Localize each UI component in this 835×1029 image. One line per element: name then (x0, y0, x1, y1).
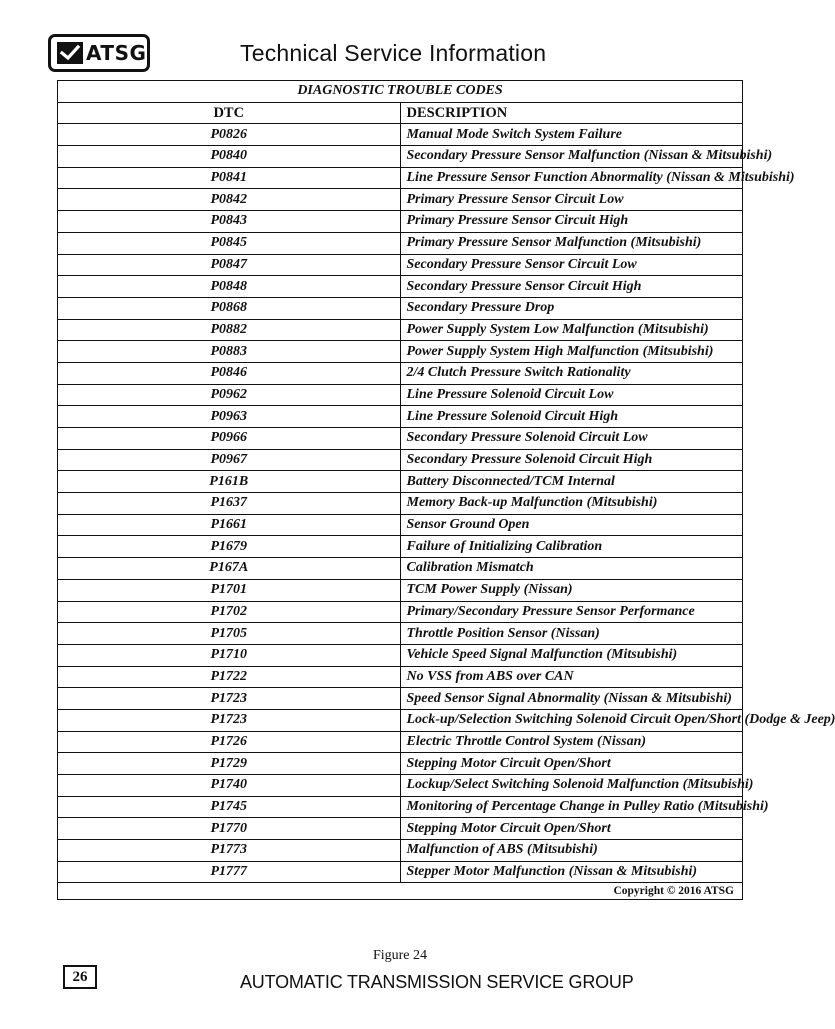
table-row (58, 167, 743, 189)
table-row (58, 601, 743, 623)
dtc-code: P1710 (58, 644, 401, 666)
dtc-code: P0847 (58, 254, 401, 276)
table-row (58, 558, 743, 580)
table-row (58, 644, 743, 666)
dtc-code: P0962 (58, 384, 401, 406)
dtc-description: Line Pressure Solenoid Circuit High (400, 406, 743, 428)
dtc-description: Secondary Pressure Solenoid Circuit Low (400, 428, 743, 450)
table-row (58, 579, 743, 601)
dtc-code: P0963 (58, 406, 401, 428)
dtc-description: Manual Mode Switch System Failure (400, 124, 743, 146)
dtc-code: P0843 (58, 211, 401, 233)
dtc-code: P161B (58, 471, 401, 493)
dtc-code: P1745 (58, 796, 401, 818)
table-row (58, 254, 743, 276)
dtc-description: Sensor Ground Open (400, 514, 743, 536)
dtc-code: P1740 (58, 775, 401, 797)
table-row (58, 341, 743, 363)
table-row (58, 319, 743, 341)
dtc-code: P0840 (58, 146, 401, 168)
dtc-table (57, 80, 835, 900)
table-row (58, 731, 743, 753)
dtc-description: Electric Throttle Control System (Nissan) (400, 731, 743, 753)
table-title-row (58, 81, 743, 103)
table-row (58, 189, 743, 211)
dtc-code: P1777 (58, 861, 401, 883)
table-row (58, 753, 743, 775)
copyright-row (58, 883, 743, 900)
dtc-description: Primary Pressure Sensor Malfunction (Mitsubishi) (400, 232, 743, 254)
dtc-code: P0883 (58, 341, 401, 363)
copyright-text: Copyright © 2016 ATSG (58, 883, 743, 900)
dtc-description: Primary Pressure Sensor Circuit Low (400, 189, 743, 211)
dtc-description: Power Supply System High Malfunction (Mitsubishi) (400, 341, 743, 363)
table-row (58, 211, 743, 233)
table-row (58, 493, 743, 515)
table-row (58, 124, 743, 146)
checkmark-icon (57, 42, 83, 64)
dtc-description: Primary/Secondary Pressure Sensor Performance (400, 601, 743, 623)
dtc-description: Vehicle Speed Signal Malfunction (Mitsubishi) (400, 644, 743, 666)
dtc-description: Failure of Initializing Calibration (400, 536, 743, 558)
dtc-code: P0966 (58, 428, 401, 450)
dtc-code: P1679 (58, 536, 401, 558)
dtc-code: P1770 (58, 818, 401, 840)
dtc-code: P0845 (58, 232, 401, 254)
dtc-description: Battery Disconnected/TCM Internal (400, 471, 743, 493)
dtc-description: Secondary Pressure Sensor Circuit Low (400, 254, 743, 276)
dtc-code: P167A (58, 558, 401, 580)
dtc-description: Secondary Pressure Sensor Malfunction (Nissan & Mitsubishi) (400, 146, 743, 168)
table-row (58, 276, 743, 298)
table-title: DIAGNOSTIC TROUBLE CODES (58, 81, 743, 103)
figure-caption: Figure 24 (372, 948, 428, 963)
dtc-description: Calibration Mismatch (400, 558, 743, 580)
dtc-description: Throttle Position Sensor (Nissan) (400, 623, 743, 645)
atsg-logo (48, 34, 150, 72)
dtc-description: No VSS from ABS over CAN (400, 666, 743, 688)
dtc-description: Secondary Pressure Sensor Circuit High (400, 276, 743, 298)
column-header-dtc: DTC (58, 102, 401, 124)
dtc-code: P1637 (58, 493, 401, 515)
dtc-description: Primary Pressure Sensor Circuit High (400, 211, 743, 233)
dtc-code: P0848 (58, 276, 401, 298)
page-title: Technical Service Information (240, 40, 547, 66)
dtc-code: P1661 (58, 514, 401, 536)
dtc-code: P0826 (58, 124, 401, 146)
table-row (58, 861, 743, 883)
footer-org-name: AUTOMATIC TRANSMISSION SERVICE GROUP (240, 972, 634, 992)
dtc-code: P1723 (58, 688, 401, 710)
column-header-description: DESCRIPTION (400, 102, 743, 124)
dtc-code: P0967 (58, 449, 401, 471)
dtc-description: Speed Sensor Signal Abnormality (Nissan & Mitsubishi) (400, 688, 743, 710)
dtc-code: P0868 (58, 297, 401, 319)
dtc-description: Secondary Pressure Drop (400, 297, 743, 319)
dtc-code: P1773 (58, 840, 401, 862)
table-row (58, 536, 743, 558)
dtc-code: P0842 (58, 189, 401, 211)
dtc-description: Memory Back-up Malfunction (Mitsubishi) (400, 493, 743, 515)
dtc-description: Power Supply System Low Malfunction (Mitsubishi) (400, 319, 743, 341)
dtc-description: Stepper Motor Malfunction (Nissan & Mitsubishi) (400, 861, 743, 883)
table-row (58, 146, 743, 168)
table-row (58, 471, 743, 493)
table-header-row (58, 102, 743, 124)
table-row (58, 840, 743, 862)
dtc-code: P0882 (58, 319, 401, 341)
dtc-description: Lockup/Select Switching Solenoid Malfunction (Mitsubishi) (400, 775, 743, 797)
dtc-description: Line Pressure Solenoid Circuit Low (400, 384, 743, 406)
dtc-code: P1705 (58, 623, 401, 645)
table-row (58, 818, 743, 840)
dtc-description: 2/4 Clutch Pressure Switch Rationality (400, 362, 743, 384)
dtc-description: Malfunction of ABS (Mitsubishi) (400, 840, 743, 862)
dtc-description: Lock-up/Selection Switching Solenoid Circuit Open/Short (Dodge & Jeep) (400, 709, 743, 731)
dtc-code: P0841 (58, 167, 401, 189)
table-row (58, 297, 743, 319)
logo-text: ATSG (86, 41, 147, 65)
dtc-code: P0846 (58, 362, 401, 384)
table-row (58, 362, 743, 384)
dtc-code: P1701 (58, 579, 401, 601)
table-row (58, 796, 743, 818)
dtc-description: Stepping Motor Circuit Open/Short (400, 818, 743, 840)
table-row (58, 514, 743, 536)
table-row (58, 384, 743, 406)
table-row (58, 449, 743, 471)
dtc-description: Line Pressure Sensor Function Abnormality (Nissan & Mitsubishi) (400, 167, 743, 189)
table-body (58, 124, 835, 883)
dtc-code: P1726 (58, 731, 401, 753)
dtc-description: Secondary Pressure Solenoid Circuit High (400, 449, 743, 471)
dtc-code: P1722 (58, 666, 401, 688)
table-row (58, 666, 743, 688)
table-row (58, 406, 743, 428)
dtc-description: Monitoring of Percentage Change in Pulley Ratio (Mitsubishi) (400, 796, 743, 818)
table-row (58, 428, 743, 450)
dtc-description: Stepping Motor Circuit Open/Short (400, 753, 743, 775)
table-row (58, 623, 743, 645)
table-row (58, 232, 743, 254)
dtc-code: P1702 (58, 601, 401, 623)
page-number: 26 (63, 965, 97, 989)
dtc-code: P1723 (58, 709, 401, 731)
dtc-code: P1729 (58, 753, 401, 775)
table-row (58, 688, 743, 710)
dtc-description: TCM Power Supply (Nissan) (400, 579, 743, 601)
table-row (58, 709, 743, 731)
table-row (58, 775, 743, 797)
